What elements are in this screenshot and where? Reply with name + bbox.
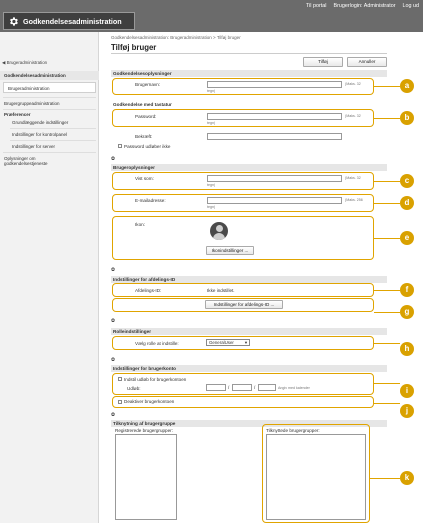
username-note: (Maks. 32 <box>345 82 361 86</box>
connector <box>374 203 400 204</box>
divider <box>111 53 387 54</box>
page-title: Tilføj bruger <box>111 43 157 52</box>
date-separator: / <box>254 385 256 390</box>
section-role: Rolleindstillinger <box>111 328 387 335</box>
username-label: Brugernavn: <box>135 82 161 87</box>
role-label: Vælg rolle at indstille: <box>135 340 179 346</box>
date-separator: / <box>228 385 230 390</box>
confirm-password-input[interactable] <box>207 133 342 140</box>
username-note-tegn: tegn) <box>207 89 216 93</box>
connector <box>374 343 400 344</box>
sidebar-item-user-admin[interactable]: Brugeradministration <box>3 82 96 93</box>
connector <box>374 118 400 119</box>
sidebar-item-panel[interactable]: Indstillinger for kontrolpanel <box>12 132 68 137</box>
collapse-icon[interactable]: ⨷ <box>111 412 115 418</box>
registered-groups-label: Registrerede brugergrupper: <box>115 428 173 433</box>
connector <box>374 238 400 239</box>
collapse-icon[interactable]: ⨷ <box>111 267 115 273</box>
password-no-expire-checkbox[interactable] <box>118 144 122 148</box>
chevron-down-icon: ▼ <box>244 340 248 345</box>
divider <box>10 128 96 129</box>
avatar-head <box>216 225 223 232</box>
email-note: (Maks. 256 <box>345 198 363 202</box>
badge-e: e <box>400 231 414 245</box>
assigned-groups-label: Tilknyttede brugergrupper: <box>266 428 320 433</box>
gear-icon <box>8 16 19 27</box>
registered-groups-list[interactable] <box>115 434 177 520</box>
display-name-note: (Maks. 32 <box>345 176 361 180</box>
password-note: (Maks. 32 <box>345 114 361 118</box>
logout-link[interactable]: Log ud <box>402 3 419 9</box>
sidebar-info-line1: Oplysninger om <box>4 156 36 161</box>
collapse-icon[interactable]: ⨷ <box>111 357 115 363</box>
section-login-info: Godkendelsesoplysninger <box>111 70 387 77</box>
connector <box>374 403 400 404</box>
avatar <box>210 222 228 240</box>
expiry-day-input[interactable] <box>258 384 276 391</box>
top-links <box>306 3 419 9</box>
username-input[interactable] <box>207 81 342 88</box>
connector <box>374 312 400 313</box>
section-password: Godkendelse med tastatur <box>113 102 172 107</box>
sidebar-item-server[interactable]: Indstillinger for server <box>12 144 56 149</box>
display-name-note-tegn: tegn) <box>207 183 216 187</box>
connector <box>374 86 400 87</box>
expiry-date-label: Udløb: <box>127 385 141 391</box>
section-account: Indstillinger for brugerkonto <box>111 365 387 372</box>
collapse-icon[interactable]: ⨷ <box>111 156 115 162</box>
badge-a: a <box>400 79 414 93</box>
badge-c: c <box>400 174 414 188</box>
sidebar <box>0 32 99 523</box>
expiry-month-input[interactable] <box>232 384 252 391</box>
collapse-icon[interactable]: ⨷ <box>111 318 115 324</box>
badge-f: f <box>400 283 414 297</box>
badge-g: g <box>400 305 414 319</box>
sidebar-info-line2: godkendelsestjeneste <box>4 161 48 166</box>
password-label: Password: <box>135 114 157 119</box>
password-input[interactable] <box>207 113 342 120</box>
section-groups: Tilknytning af brugergruppe <box>111 420 387 427</box>
back-link[interactable]: ◀ Brugeradministration <box>2 60 48 65</box>
app-brand <box>3 12 135 30</box>
divider <box>3 97 96 98</box>
calendar-link[interactable]: Angiv med kalender <box>278 385 310 390</box>
section-user-info: Brugeroplysninger <box>111 164 387 171</box>
cancel-button[interactable]: Annuller <box>347 57 387 67</box>
divider <box>10 140 96 141</box>
assigned-groups-list[interactable] <box>266 434 366 520</box>
badge-j: j <box>400 404 414 418</box>
disable-account-checkbox[interactable] <box>118 400 122 404</box>
dept-id-label: Afdelings-ID: <box>135 288 162 293</box>
dept-id-value: Ikke indstillet. <box>207 288 235 293</box>
connector <box>374 290 400 291</box>
user-login-text: Brugerlogin: Administrator <box>333 3 396 9</box>
role-selected-value: GeneralUser <box>209 340 234 345</box>
email-label: E-mailadresse: <box>135 198 166 203</box>
divider <box>3 109 96 110</box>
email-note-tegn: tegn) <box>207 205 216 209</box>
sidebar-item-basic[interactable]: Grundlæggende indstillinger <box>12 120 69 125</box>
confirm-label: Bekræft: <box>135 134 153 139</box>
top-bar <box>0 0 423 32</box>
main-content <box>105 32 415 523</box>
display-name-input[interactable] <box>207 175 342 182</box>
badge-b: b <box>400 111 414 125</box>
password-note-tegn: tegn) <box>207 121 216 125</box>
divider <box>3 152 96 153</box>
role-select[interactable] <box>206 339 250 346</box>
section-dept-id: Indstillinger for afdelings-ID <box>111 276 387 283</box>
badge-h: h <box>400 342 414 356</box>
dept-id-settings-button[interactable]: Indstillinger for afdelings-ID ... <box>205 300 283 309</box>
breadcrumb: Godkendelsesadministration: Brugeradministration > Tilføj bruger <box>111 35 241 40</box>
icon-label: Ikon: <box>135 222 145 227</box>
account-expiry-checkbox[interactable] <box>118 377 122 381</box>
badge-i: i <box>400 384 414 398</box>
connector <box>370 478 400 479</box>
badge-k: k <box>400 471 414 485</box>
app-title: Godkendelsesadministration <box>23 16 122 26</box>
expiry-year-input[interactable] <box>206 384 226 391</box>
avatar-body <box>213 233 225 240</box>
sidebar-preferences: Præferencer <box>4 112 31 117</box>
sidebar-header: Godkendelsesadministration <box>0 71 99 80</box>
password-no-expire-label: Password udløber ikke <box>124 143 171 149</box>
add-button[interactable]: Tilføj <box>303 57 343 67</box>
sidebar-item-group-admin[interactable]: Brugergruppeadministration <box>4 101 60 106</box>
email-input[interactable] <box>207 197 342 204</box>
connector <box>374 181 400 182</box>
portal-link[interactable]: Til portal <box>305 3 327 9</box>
display-name-label: Vist som: <box>135 176 154 181</box>
icon-settings-button[interactable]: Ikonindstillinger ... <box>206 246 254 255</box>
sidebar-item-info[interactable] <box>4 156 48 166</box>
badge-d: d <box>400 196 414 210</box>
account-expiry-label: Indstil udløb for brugerkontoen <box>124 376 187 382</box>
connector <box>374 383 400 384</box>
disable-account-label: Deaktiver brugerkontoen <box>124 399 175 404</box>
